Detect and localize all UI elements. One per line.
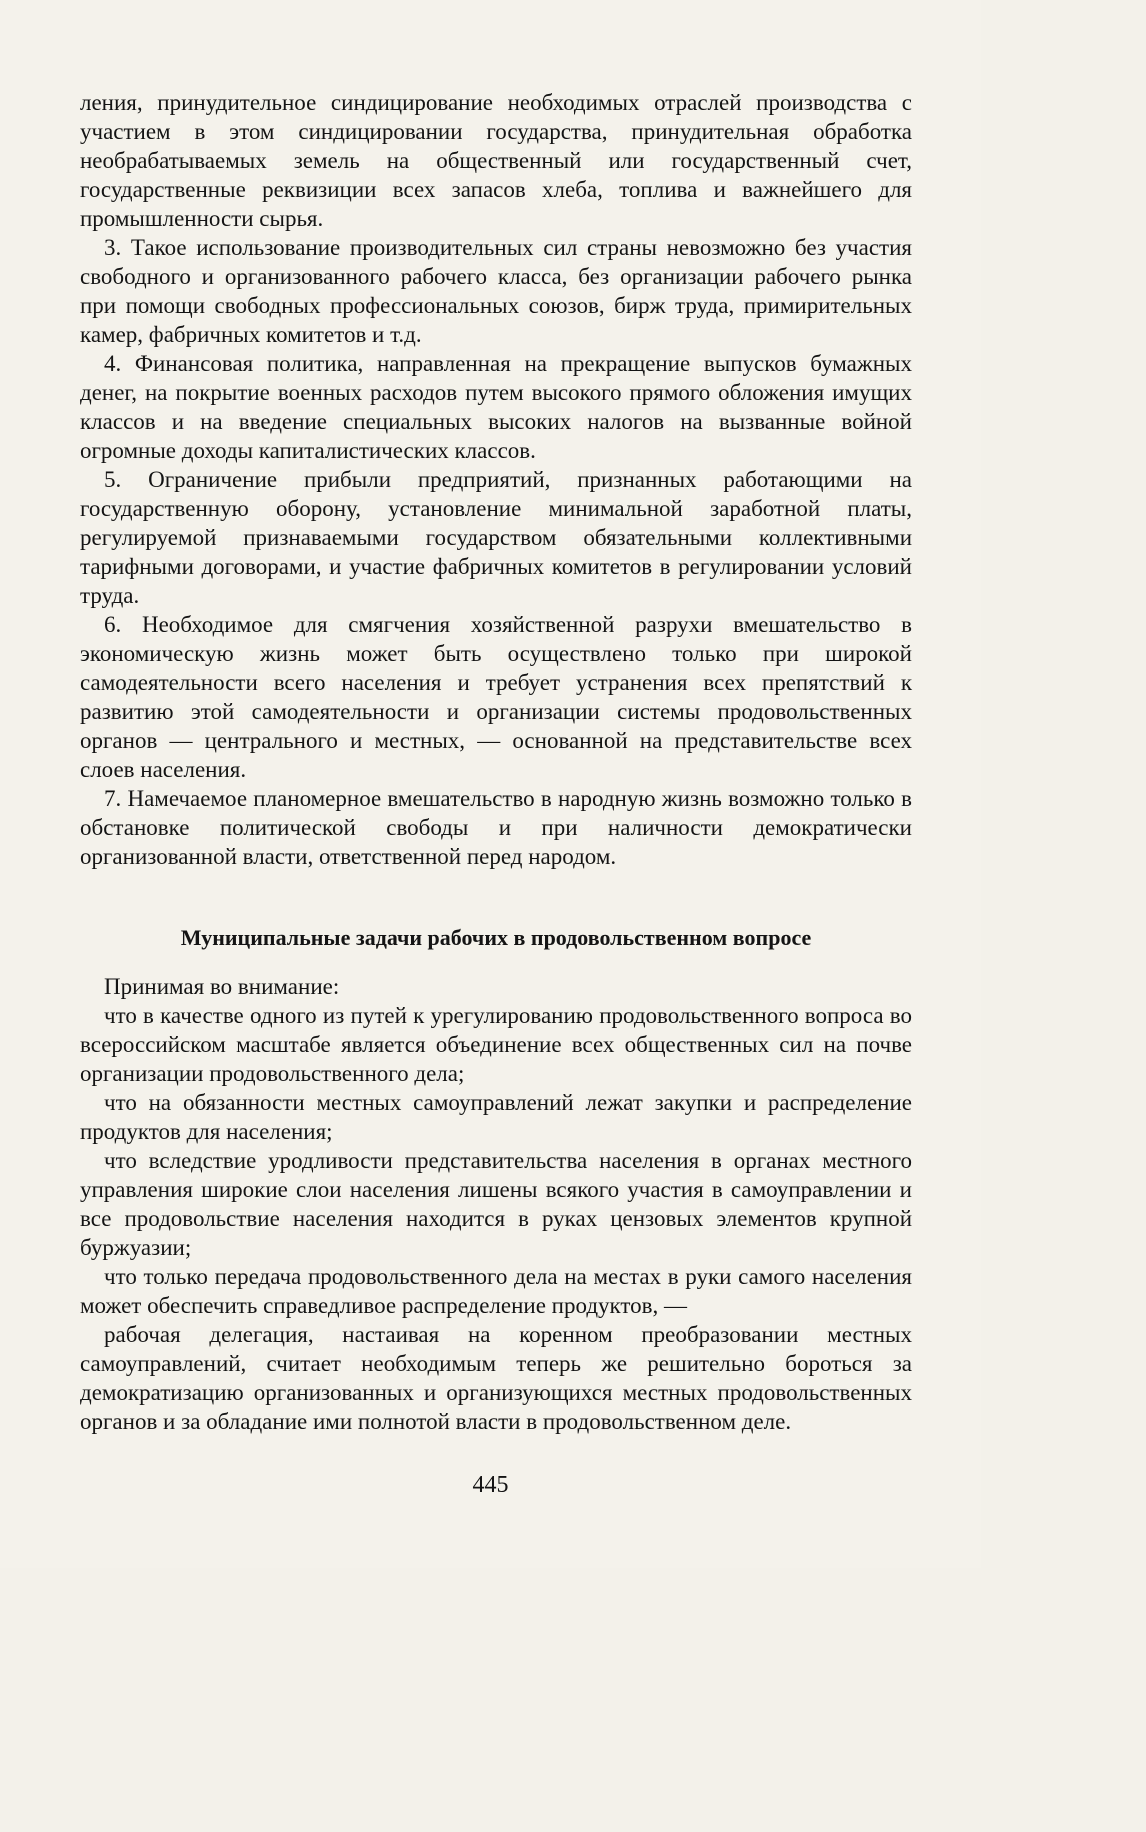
paragraph-item-7: 7. Намечаемое планомерное вмешательство в народную жизнь возможно только в обстановке политической свободы и при наличности демократически организованной власти, ответственной перед народом.: [80, 786, 912, 869]
page-number: 445: [472, 1472, 509, 1498]
paragraph-item-4: 4. Финансовая политика, направленная на прекращение выпусков бумажных денег, на покрытие военных расходов путем высокого прямого обложения имущих классов и на введение специальных высоких налогов на вызванные войной огромные доходы капиталистических классов.: [80, 351, 912, 463]
paragraph-clause-3: что вследствие уродливости представительства населения в органах местного управления широкие слои населения лишены всякого участия в самоуправлении и все продовольствие населения находится в руках цензовых элементов крупной буржуазии;: [80, 1148, 912, 1260]
page-text: [80, 88, 912, 1436]
paragraph-clause-2: что на обязанности местных самоуправлений лежат закупки и распределение продуктов для населения;: [80, 1090, 912, 1144]
paragraph-continuation: ления, принудительное синдицирование необходимых отраслей производства с участием в этом синдицировании государства, принудительная обработка необрабатываемых земель на общественный или государственный счет, государственные реквизиции всех запасов хлеба, топлива и важнейшего для промышленности сырья.: [80, 90, 912, 231]
paragraph-clause-1: что в качестве одного из путей к урегулированию продовольственного вопроса во всероссийском масштабе является объединение всех общественных сил на почве организации продовольственного дела;: [80, 1003, 912, 1086]
paragraph-item-6: 6. Необходимое для смягчения хозяйственной разрухи вмешательство в экономическую жизнь может быть осуществлено только при широкой самодеятельности всего населения и требует устранения всех препятствий к развитию этой самодеятельности и организации системы продовольственных органов — центрального и местных, — основанной на представительстве всех слоев населения.: [80, 612, 912, 782]
paragraph-clause-4: что только передача продовольственного дела на местах в руки самого населения может обеспечить справедливое распределение продуктов, —: [80, 1264, 912, 1318]
section-heading: Муниципальные задачи рабочих в продовольственном вопросе: [180, 925, 812, 950]
paragraph-resolution: рабочая делегация, настаивая на коренном преобразовании местных самоуправлений, считает необходимым теперь же решительно бороться за демократизацию организованных и организующихся местных продовольственных органов и за обладание ими полнотой власти в продовольственном деле.: [80, 1322, 912, 1434]
paragraph-item-3: 3. Такое использование производительных сил страны невозможно без участия свободного и организованного рабочего класса, без организации рабочего рынка при помощи свободных профессиональных союзов, бирж труда, примирительных камер, фабричных комитетов и т.д.: [80, 235, 912, 347]
paragraph-item-5: 5. Ограничение прибыли предприятий, признанных работающими на государственную оборону, установление минимальной заработной платы, регулируемой признаваемыми государством обязательными коллективными тарифными договорами, и участие фабричных комитетов в регулировании условий труда.: [80, 467, 912, 608]
paragraph-preamble: Принимая во внимание:: [104, 974, 340, 999]
